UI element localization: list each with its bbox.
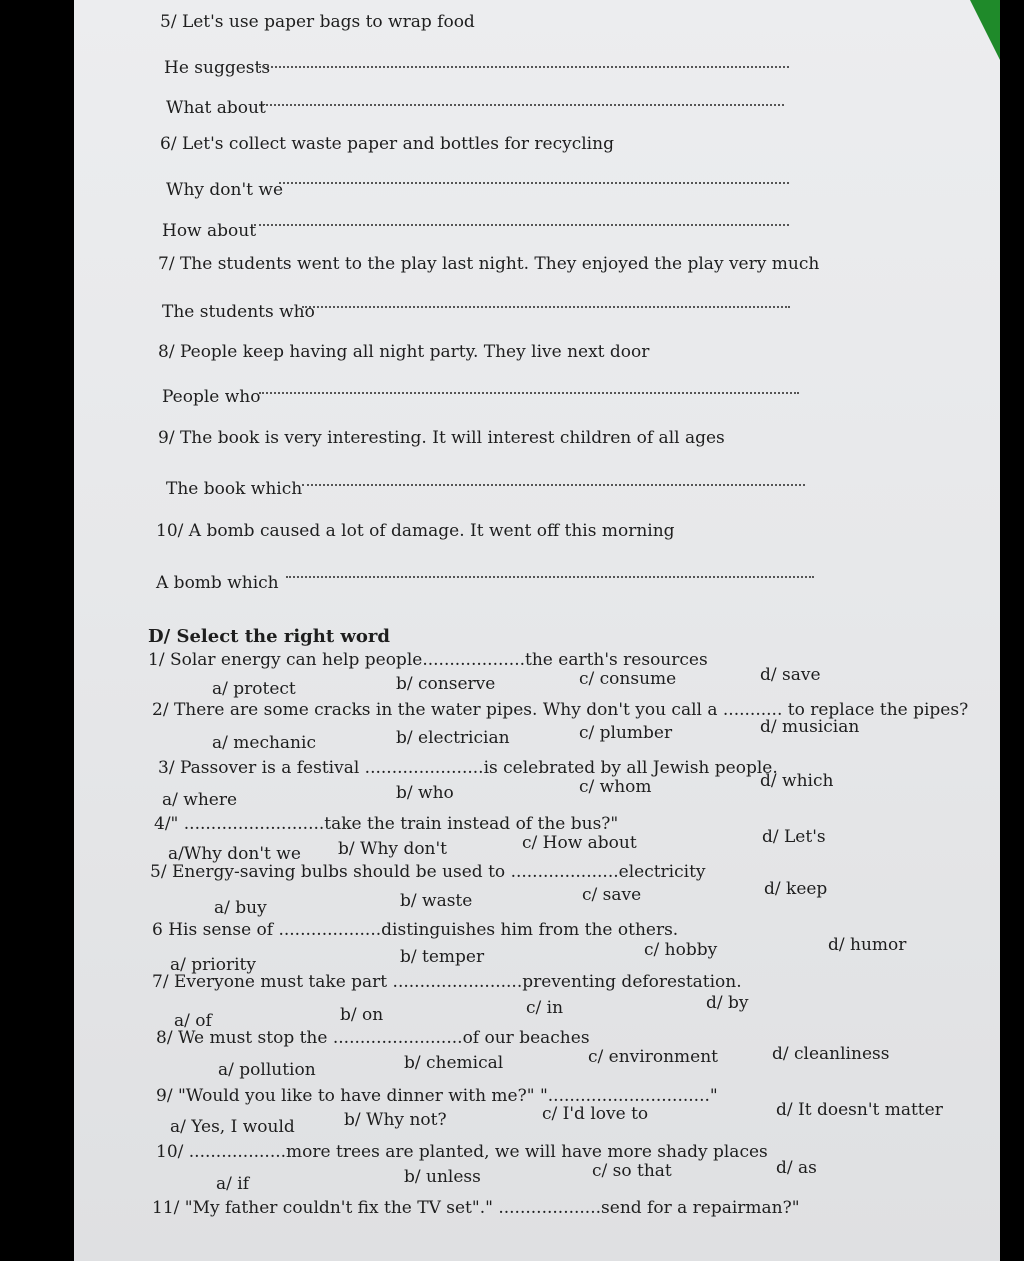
c8-prompt: 8/ People keep having all night party. They live next door <box>158 342 650 362</box>
d6-stem: 6 His sense of ...................distinguishes him from the others. <box>152 920 679 940</box>
d2-stem: 2/ There are some cracks in the water pipes. Why don't you call a ........... to replace the pipes? <box>152 700 969 720</box>
c7-answer1[interactable] <box>302 306 790 308</box>
d5-option-d[interactable]: d/ keep <box>764 879 828 899</box>
d5-option-a[interactable]: a/ buy <box>214 898 267 918</box>
d10-option-b[interactable]: b/ unless <box>404 1167 481 1187</box>
c7-line1: The students who <box>162 302 315 322</box>
d5-option-b[interactable]: b/ waste <box>400 891 473 911</box>
d2-option-c[interactable]: c/ plumber <box>579 723 673 743</box>
c10-prompt: 10/ A bomb caused a lot of damage. It went off this morning <box>156 521 675 541</box>
d7-option-d[interactable]: d/ by <box>706 993 749 1013</box>
c8-line1: People who <box>162 387 261 407</box>
d2-option-a[interactable]: a/ mechanic <box>212 733 316 753</box>
d8-option-c[interactable]: c/ environment <box>588 1047 718 1067</box>
d5-option-c[interactable]: c/ save <box>582 885 642 905</box>
d6-option-b[interactable]: b/ temper <box>400 947 485 967</box>
c6-answer1[interactable] <box>279 182 789 184</box>
c10-answer1[interactable] <box>286 576 814 578</box>
d5-stem: 5/ Energy-saving bulbs should be used to ....................electricity <box>150 862 706 882</box>
d2-option-b[interactable]: b/ electrician <box>396 728 510 748</box>
c6-prompt: 6/ Let's collect waste paper and bottles for recycling <box>160 134 614 154</box>
worksheet-page <box>74 0 1000 1261</box>
d10-option-c[interactable]: c/ so that <box>592 1161 672 1181</box>
d8-option-d[interactable]: d/ cleanliness <box>772 1044 890 1064</box>
d7-option-b[interactable]: b/ on <box>340 1005 384 1025</box>
c6-line2: How about <box>162 221 257 241</box>
d3-option-b[interactable]: b/ who <box>396 783 454 803</box>
d1-option-b[interactable]: b/ conserve <box>396 674 496 694</box>
d3-option-a[interactable]: a/ where <box>162 790 238 810</box>
d10-stem: 10/ ..................more trees are planted, we will have more shady places <box>156 1142 768 1162</box>
d1-option-a[interactable]: a/ protect <box>212 679 296 699</box>
d8-option-b[interactable]: b/ chemical <box>404 1053 504 1073</box>
d2-option-d[interactable]: d/ musician <box>760 717 860 737</box>
c6-answer2[interactable] <box>254 224 789 226</box>
c5-prompt: 5/ Let's use paper bags to wrap food <box>160 12 475 32</box>
c9-line1: The book which <box>166 479 303 499</box>
c6-line1: Why don't we <box>166 180 284 200</box>
d4-option-b[interactable]: b/ Why don't <box>338 839 448 859</box>
d4-option-a[interactable]: a/Why don't we <box>168 844 301 864</box>
c9-prompt: 9/ The book is very interesting. It will interest children of all ages <box>158 428 725 448</box>
d1-stem: 1/ Solar energy can help people...................the earth's resources <box>148 650 708 670</box>
d9-option-d[interactable]: d/ It doesn't matter <box>776 1100 943 1120</box>
d9-option-b[interactable]: b/ Why not? <box>344 1110 447 1130</box>
d9-stem: 9/ "Would you like to have dinner with me?" ".............................." <box>156 1086 718 1106</box>
d7-option-c[interactable]: c/ in <box>526 998 564 1018</box>
d9-option-c[interactable]: c/ I'd love to <box>542 1104 649 1124</box>
d6-option-d[interactable]: d/ humor <box>828 935 907 955</box>
d4-option-c[interactable]: c/ How about <box>522 833 637 853</box>
d1-option-c[interactable]: c/ consume <box>579 669 677 689</box>
d9-option-a[interactable]: a/ Yes, I would <box>170 1117 295 1137</box>
c5-answer2[interactable] <box>259 104 784 106</box>
d7-option-a[interactable]: a/ of <box>174 1011 212 1031</box>
green-corner <box>970 0 1000 60</box>
d3-option-c[interactable]: c/ whom <box>579 777 652 797</box>
d10-option-a[interactable]: a/ if <box>216 1174 249 1194</box>
c10-line1: A bomb which <box>156 573 279 593</box>
section-d-heading: D/ Select the right word <box>148 626 390 647</box>
d1-option-d[interactable]: d/ save <box>760 665 821 685</box>
d11-stem: 11/ "My father couldn't fix the TV set"." ...................send for a repairman?" <box>152 1198 800 1218</box>
d6-option-c[interactable]: c/ hobby <box>644 940 718 960</box>
c5-line1: He suggests <box>164 58 271 78</box>
d4-stem: 4/" ..........................take the train instead of the bus?" <box>154 814 619 834</box>
d8-stem: 8/ We must stop the ........................of our beaches <box>156 1028 590 1048</box>
d3-option-d[interactable]: d/ which <box>760 771 834 791</box>
d7-stem: 7/ Everyone must take part ........................preventing deforestation. <box>152 972 742 992</box>
d8-option-a[interactable]: a/ pollution <box>218 1060 316 1080</box>
d10-option-d[interactable]: d/ as <box>776 1158 817 1178</box>
c9-answer1[interactable] <box>302 484 805 486</box>
c5-answer1[interactable] <box>259 66 789 68</box>
c7-prompt: 7/ The students went to the play last night. They enjoyed the play very much <box>158 254 820 274</box>
d3-stem: 3/ Passover is a festival ......................is celebrated by all Jewish people. <box>158 758 778 778</box>
d6-option-a[interactable]: a/ priority <box>170 955 256 975</box>
d4-option-d[interactable]: d/ Let's <box>762 827 826 847</box>
c8-answer1[interactable] <box>259 392 799 394</box>
c5-line2: What about <box>166 98 266 118</box>
